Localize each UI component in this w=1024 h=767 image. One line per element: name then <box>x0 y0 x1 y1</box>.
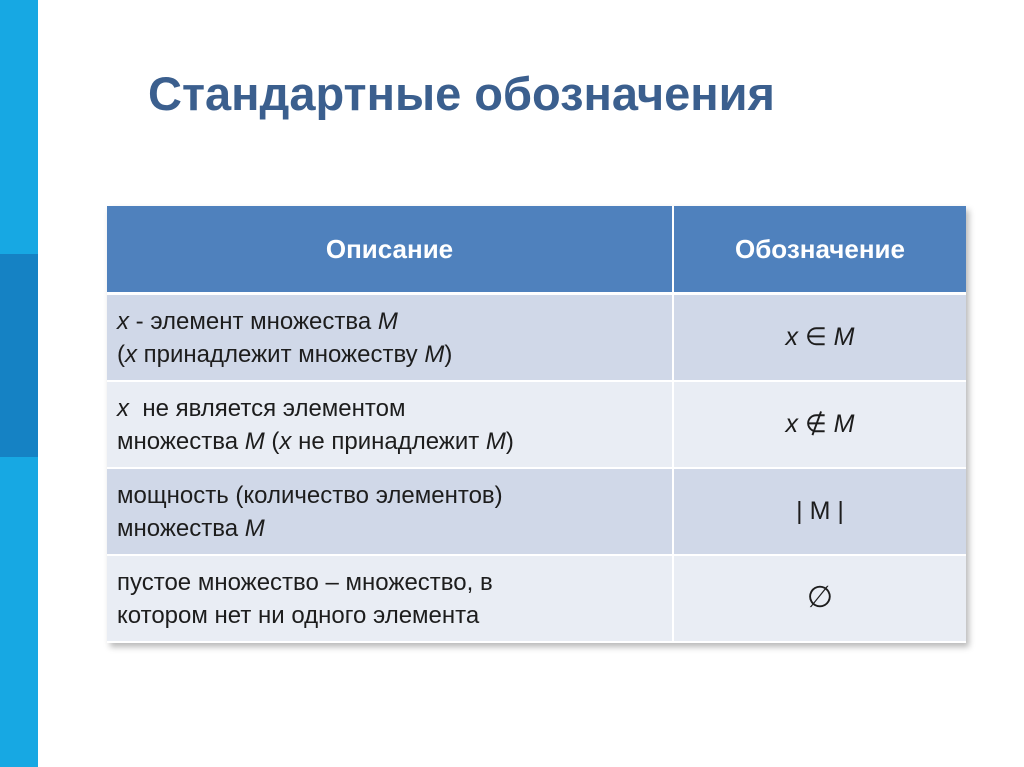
description-text: множества <box>117 427 245 455</box>
description-text: не принадлежит <box>291 427 486 455</box>
variable-m: M <box>244 514 265 542</box>
description-text: не является элементом <box>129 394 406 422</box>
description-line <box>117 479 662 512</box>
notation-table-container <box>107 206 966 643</box>
description-cell <box>107 381 673 468</box>
sidebar-accent-decoration <box>0 254 38 457</box>
column-header-notation: Обозначение <box>673 206 966 294</box>
table-header-row <box>107 206 966 294</box>
description-line <box>117 425 662 458</box>
description-line <box>117 566 662 599</box>
table-row <box>107 468 966 555</box>
element-of-symbol: ∈ <box>798 323 834 351</box>
description-line <box>117 512 662 545</box>
variable-m: M <box>377 307 398 335</box>
variable-x: x <box>117 307 129 335</box>
description-cell <box>107 468 673 555</box>
description-text: ( <box>264 427 280 455</box>
description-text: пустое множество – множество, в <box>117 568 493 596</box>
description-line <box>117 392 662 425</box>
variable-m: M <box>244 427 265 455</box>
notation-table <box>107 206 966 643</box>
empty-set-symbol: ∅ <box>806 581 834 614</box>
variable-m: M <box>485 427 506 455</box>
variable-x: x <box>785 410 798 438</box>
description-line <box>117 338 662 371</box>
cardinality-symbol: | M | <box>796 497 844 525</box>
not-element-of-symbol: ∉ <box>798 410 834 438</box>
variable-x: x <box>785 323 798 351</box>
variable-m: M <box>833 323 855 351</box>
table-row <box>107 294 966 382</box>
description-line <box>117 305 662 338</box>
notation-cell <box>673 294 966 382</box>
description-cell <box>107 294 673 382</box>
description-text: множества <box>117 514 245 542</box>
variable-x: x <box>279 427 292 455</box>
description-text: принадлежит множеству <box>137 340 425 368</box>
notation-cell <box>673 381 966 468</box>
variable-m: M <box>424 340 445 368</box>
variable-m: M <box>833 410 855 438</box>
description-cell <box>107 555 673 642</box>
description-text: котором нет ни одного элемента <box>117 601 480 629</box>
description-text: - элемент множества <box>129 307 378 335</box>
description-text: ( <box>117 340 125 368</box>
description-text: мощность (количество элементов) <box>117 481 503 509</box>
description-text: ) <box>505 427 514 455</box>
table-row <box>107 381 966 468</box>
variable-x: x <box>125 340 137 368</box>
variable-x: x <box>117 394 129 422</box>
notation-cell <box>673 555 966 642</box>
column-header-description: Описание <box>107 206 673 294</box>
table-row <box>107 555 966 642</box>
slide-title: Стандартные обозначения <box>148 67 775 120</box>
description-text: ) <box>444 340 453 368</box>
description-line <box>117 599 662 632</box>
notation-cell <box>673 468 966 555</box>
